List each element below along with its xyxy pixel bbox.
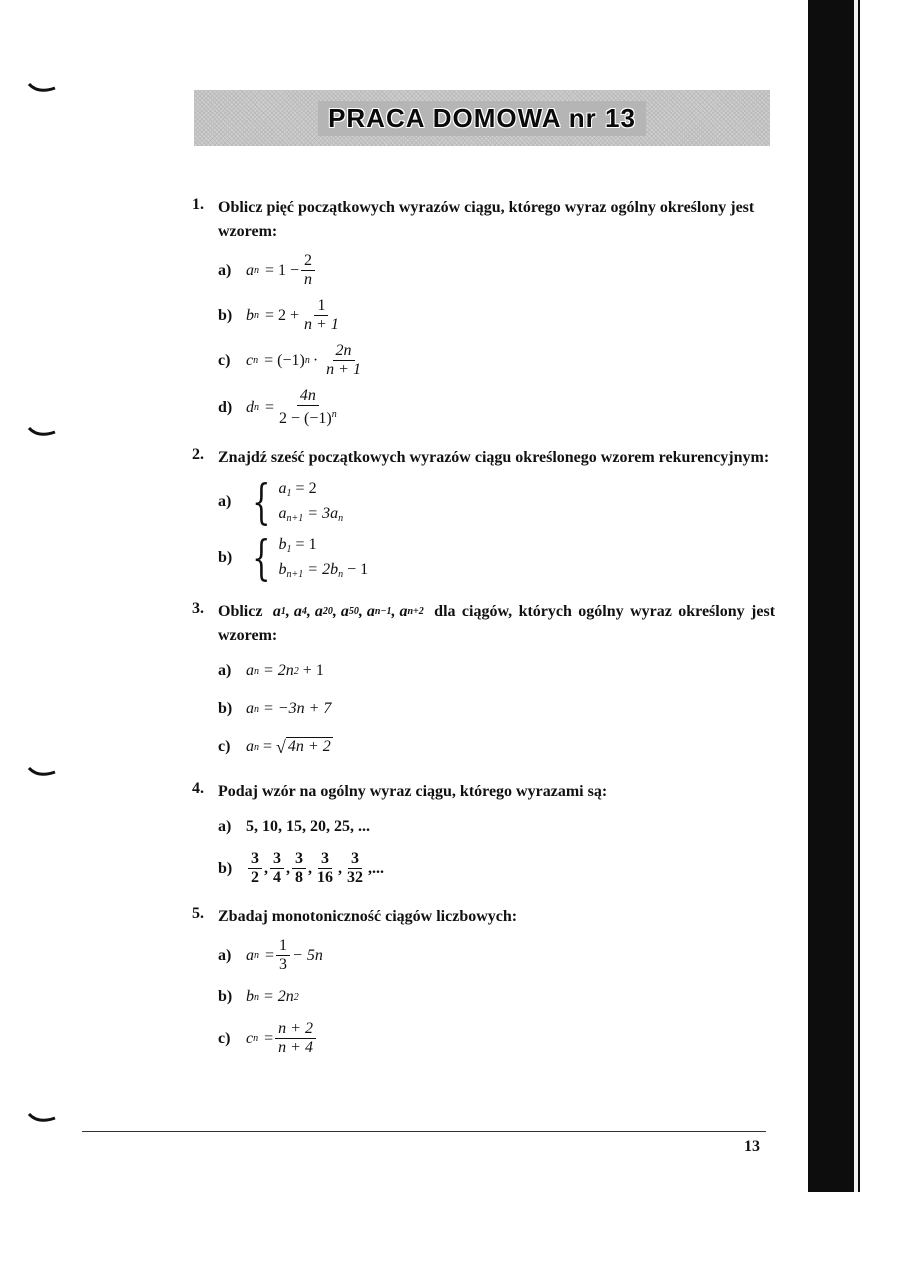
problem-text-before: Oblicz <box>218 603 263 620</box>
term: a <box>366 603 375 620</box>
fraction <box>276 387 340 428</box>
item-label: b) <box>218 859 233 877</box>
problem-number: 4. <box>192 780 204 797</box>
formula-var: a <box>246 738 254 755</box>
formula-var: a <box>246 662 254 679</box>
formula <box>246 342 366 379</box>
fraction <box>323 342 364 379</box>
item-label: a) <box>218 261 232 279</box>
formula-op: = <box>264 1029 274 1047</box>
problem-2-item-b <box>218 530 775 586</box>
formula-op: = <box>265 946 275 964</box>
left-brace-icon: { <box>252 530 271 586</box>
problem-5 <box>190 905 775 1057</box>
page-number: 13 <box>744 1138 760 1155</box>
formula-sup: 2 <box>293 665 299 677</box>
formula-sub: n <box>254 265 259 276</box>
square-root <box>276 737 333 758</box>
formula-sub: n <box>253 355 259 366</box>
problem-4-item-a <box>218 812 775 842</box>
problem-2 <box>190 446 775 586</box>
formula-var: a <box>278 505 287 522</box>
formula-var: b <box>246 306 254 324</box>
fraction-numerator: n + 2 <box>275 1020 316 1039</box>
fraction-denominator: 2 <box>251 869 259 886</box>
hole-punch-mark-icon <box>28 1112 56 1124</box>
formula-var: a <box>246 261 254 279</box>
problem-number: 1. <box>192 196 204 213</box>
fraction-denominator: 32 <box>347 869 363 886</box>
formula-tail: − 1 <box>347 561 369 578</box>
page-title: PRACA DOMOWA nr 13 <box>318 101 646 136</box>
formula-tail: − 5n <box>292 946 323 964</box>
fraction <box>270 850 284 887</box>
formula-rhs: = 2n <box>263 662 294 679</box>
problem-text: Podaj wzór na ogólny wyraz ciągu, którego wyrazami są: <box>218 783 608 800</box>
fraction-denominator: 8 <box>295 869 303 886</box>
item-label: a) <box>218 946 232 964</box>
black-margin-strip <box>808 0 860 1192</box>
fraction-numerator: 4n <box>297 387 319 406</box>
problem-number: 5. <box>192 905 204 922</box>
problem-1-item-c <box>218 342 775 379</box>
problem-4-item-b <box>218 850 775 887</box>
formula-var: c <box>246 351 254 369</box>
term: a <box>399 603 408 620</box>
formula-rhs: = 2 <box>295 480 317 497</box>
problem-3 <box>190 600 775 762</box>
formula-op: = <box>265 398 275 416</box>
fraction-denominator: n + 1 <box>326 361 361 378</box>
fraction <box>344 850 366 887</box>
fraction-numerator: 3 <box>270 850 284 869</box>
fraction-numerator: 3 <box>348 850 362 869</box>
item-label: b) <box>218 988 233 1005</box>
formula-sup: 2 <box>293 991 299 1003</box>
formula-sub: 1 <box>286 488 292 499</box>
formula-sub: n <box>254 741 259 753</box>
denominator-text: 2 − (−1) <box>279 410 332 427</box>
hole-punch-mark-icon <box>28 766 56 778</box>
formula-sub: n <box>254 991 259 1003</box>
hole-punch-mark-icon <box>28 426 56 438</box>
system-line <box>279 561 369 580</box>
fraction-numerator: 2 <box>301 252 315 271</box>
problem-1-item-d <box>218 387 775 428</box>
formula-dot: · <box>312 351 319 369</box>
problem-5-item-b <box>218 982 775 1012</box>
term-sub: 1 <box>280 606 286 617</box>
item-label: b) <box>218 549 233 566</box>
formula-var: d <box>246 398 254 416</box>
term-sub: n−1 <box>374 606 392 617</box>
formula <box>246 1020 318 1057</box>
item-label: c) <box>218 1029 231 1047</box>
formula-rhs: = 2n <box>263 988 294 1005</box>
problem-number: 3. <box>192 600 204 617</box>
term-sub: 50 <box>348 606 359 617</box>
formula-tail: + 1 <box>302 662 324 679</box>
system-line <box>279 536 369 555</box>
fraction <box>275 1020 316 1057</box>
formula <box>246 700 331 718</box>
formula-sub: n <box>254 402 259 413</box>
formula-var: a <box>246 946 254 964</box>
formula <box>246 737 333 758</box>
formula <box>246 988 299 1006</box>
fraction <box>301 297 342 334</box>
fraction-denominator: 16 <box>317 869 333 886</box>
formula-sub: n+1 <box>286 513 304 524</box>
fraction <box>301 252 315 289</box>
formula-sub: n+1 <box>286 569 304 580</box>
formula-var: a <box>278 480 287 497</box>
item-label: d) <box>218 398 233 416</box>
item-label: c) <box>218 738 231 755</box>
item-label: c) <box>218 351 231 369</box>
hole-punch-mark-icon <box>28 82 56 94</box>
formula-var: b <box>246 988 254 1005</box>
formula-sub: 1 <box>286 544 292 555</box>
formula <box>246 297 344 334</box>
fraction-denominator: n + 4 <box>278 1039 313 1056</box>
system-lines <box>279 536 369 580</box>
fraction <box>292 850 306 887</box>
fraction <box>248 850 262 887</box>
term: a <box>314 603 323 620</box>
formula-sub: n <box>254 310 259 321</box>
formula-rhs: = 3a <box>307 505 339 522</box>
homework-content <box>190 196 775 1075</box>
sequence-ellipsis: ,... <box>368 859 384 877</box>
header-banner <box>194 90 770 146</box>
problem-text: Zbadaj monotoniczność ciągów liczbowych: <box>218 908 518 925</box>
item-label: a) <box>218 662 232 679</box>
fraction <box>276 937 290 974</box>
fraction-numerator: 2n <box>333 342 355 361</box>
problem-text: Znajdź sześć początkowych wyrazów ciągu określonego wzorem rekurencyjnym: <box>218 449 770 466</box>
formula-sup: n <box>304 355 310 366</box>
recursive-system <box>246 530 369 586</box>
formula <box>246 387 342 428</box>
formula-op: = (−1) <box>264 351 305 369</box>
formula-sub: n <box>254 703 259 715</box>
formula <box>246 937 323 974</box>
footer-divider <box>82 1131 766 1132</box>
system-line <box>279 480 344 499</box>
item-label: a) <box>218 818 232 835</box>
formula-sub: n <box>254 665 259 677</box>
problem-1 <box>190 196 775 428</box>
problem-text <box>218 600 775 648</box>
formula-op: = 1 − <box>265 261 300 279</box>
problem-1-item-b <box>218 297 775 334</box>
sequence-values: 5, 10, 15, 20, 25, ... <box>246 818 370 835</box>
problem-4 <box>190 780 775 887</box>
term: a <box>293 603 302 620</box>
term: a <box>272 603 281 620</box>
fraction-sequence: $\frac{3}{2}$ , $\frac{3}{4}$ , $\frac{3}{8}$ , $\frac{3}{16}$ , $\frac{3}{32}$ ,... <box>246 850 384 887</box>
formula-sup: n <box>331 409 337 420</box>
formula-op: = 2 + <box>265 306 300 324</box>
term-sub: n+2 <box>407 606 424 617</box>
formula-var: b <box>278 561 287 578</box>
fraction-denominator: n <box>304 271 313 288</box>
formula-rhs: = 1 <box>295 536 317 553</box>
formula-var: a <box>246 700 254 717</box>
problem-2-item-a <box>218 474 775 530</box>
item-label: b) <box>218 306 233 324</box>
problem-3-item-c <box>218 732 775 762</box>
margin-strip-edge <box>854 0 858 1192</box>
fraction-denominator: n + 1 <box>304 316 339 333</box>
problem-5-item-a <box>218 937 775 974</box>
item-label: a) <box>218 493 232 510</box>
fraction-numerator: 1 <box>276 937 290 956</box>
left-brace-icon: { <box>252 474 271 530</box>
radicand: 4n + 2 <box>287 737 331 755</box>
problem-text: Oblicz pięć początkowych wyrazów ciągu, którego wyraz ogólny określony jest wzorem: <box>218 199 755 240</box>
fraction-numerator: 1 <box>314 297 328 316</box>
term-list: a 1 , a 4 , a 20 , a 50 , a n−1 , a n+2 <box>273 600 424 624</box>
fraction <box>314 850 336 887</box>
fraction-numerator: 3 <box>248 850 262 869</box>
formula-var: b <box>278 536 287 553</box>
problem-1-item-a <box>218 252 775 289</box>
recursive-system <box>246 474 344 530</box>
radical-sign-icon: √ <box>276 736 286 757</box>
fraction-denominator: 4 <box>273 869 281 886</box>
problem-3-item-a <box>218 656 775 686</box>
fraction-denominator <box>276 406 340 428</box>
term: a <box>340 603 349 620</box>
item-label: b) <box>218 700 233 717</box>
problem-3-item-b <box>218 694 775 724</box>
problem-text-after: dla ciągów, których ogólny wyraz określony jest wzorem: <box>218 603 776 644</box>
problem-5-item-c <box>218 1020 775 1057</box>
system-line <box>279 505 344 524</box>
formula-sub: n <box>338 513 344 524</box>
formula <box>246 252 317 289</box>
term-sub: 4 <box>301 606 307 617</box>
system-lines <box>279 480 344 524</box>
formula-sub: n <box>253 1033 259 1044</box>
formula-sub: n <box>338 569 344 580</box>
fraction-denominator: 3 <box>279 956 288 973</box>
fraction-numerator: 3 <box>292 850 306 869</box>
formula-var: c <box>246 1029 254 1047</box>
term-sub: 20 <box>322 606 333 617</box>
formula-rhs: = −3n + 7 <box>263 700 332 717</box>
formula-op: = <box>263 738 273 755</box>
formula-sub: n <box>254 950 259 961</box>
formula <box>246 662 324 680</box>
problem-number: 2. <box>192 446 204 463</box>
fraction-numerator: 3 <box>318 850 332 869</box>
formula-rhs: = 2b <box>307 561 339 578</box>
